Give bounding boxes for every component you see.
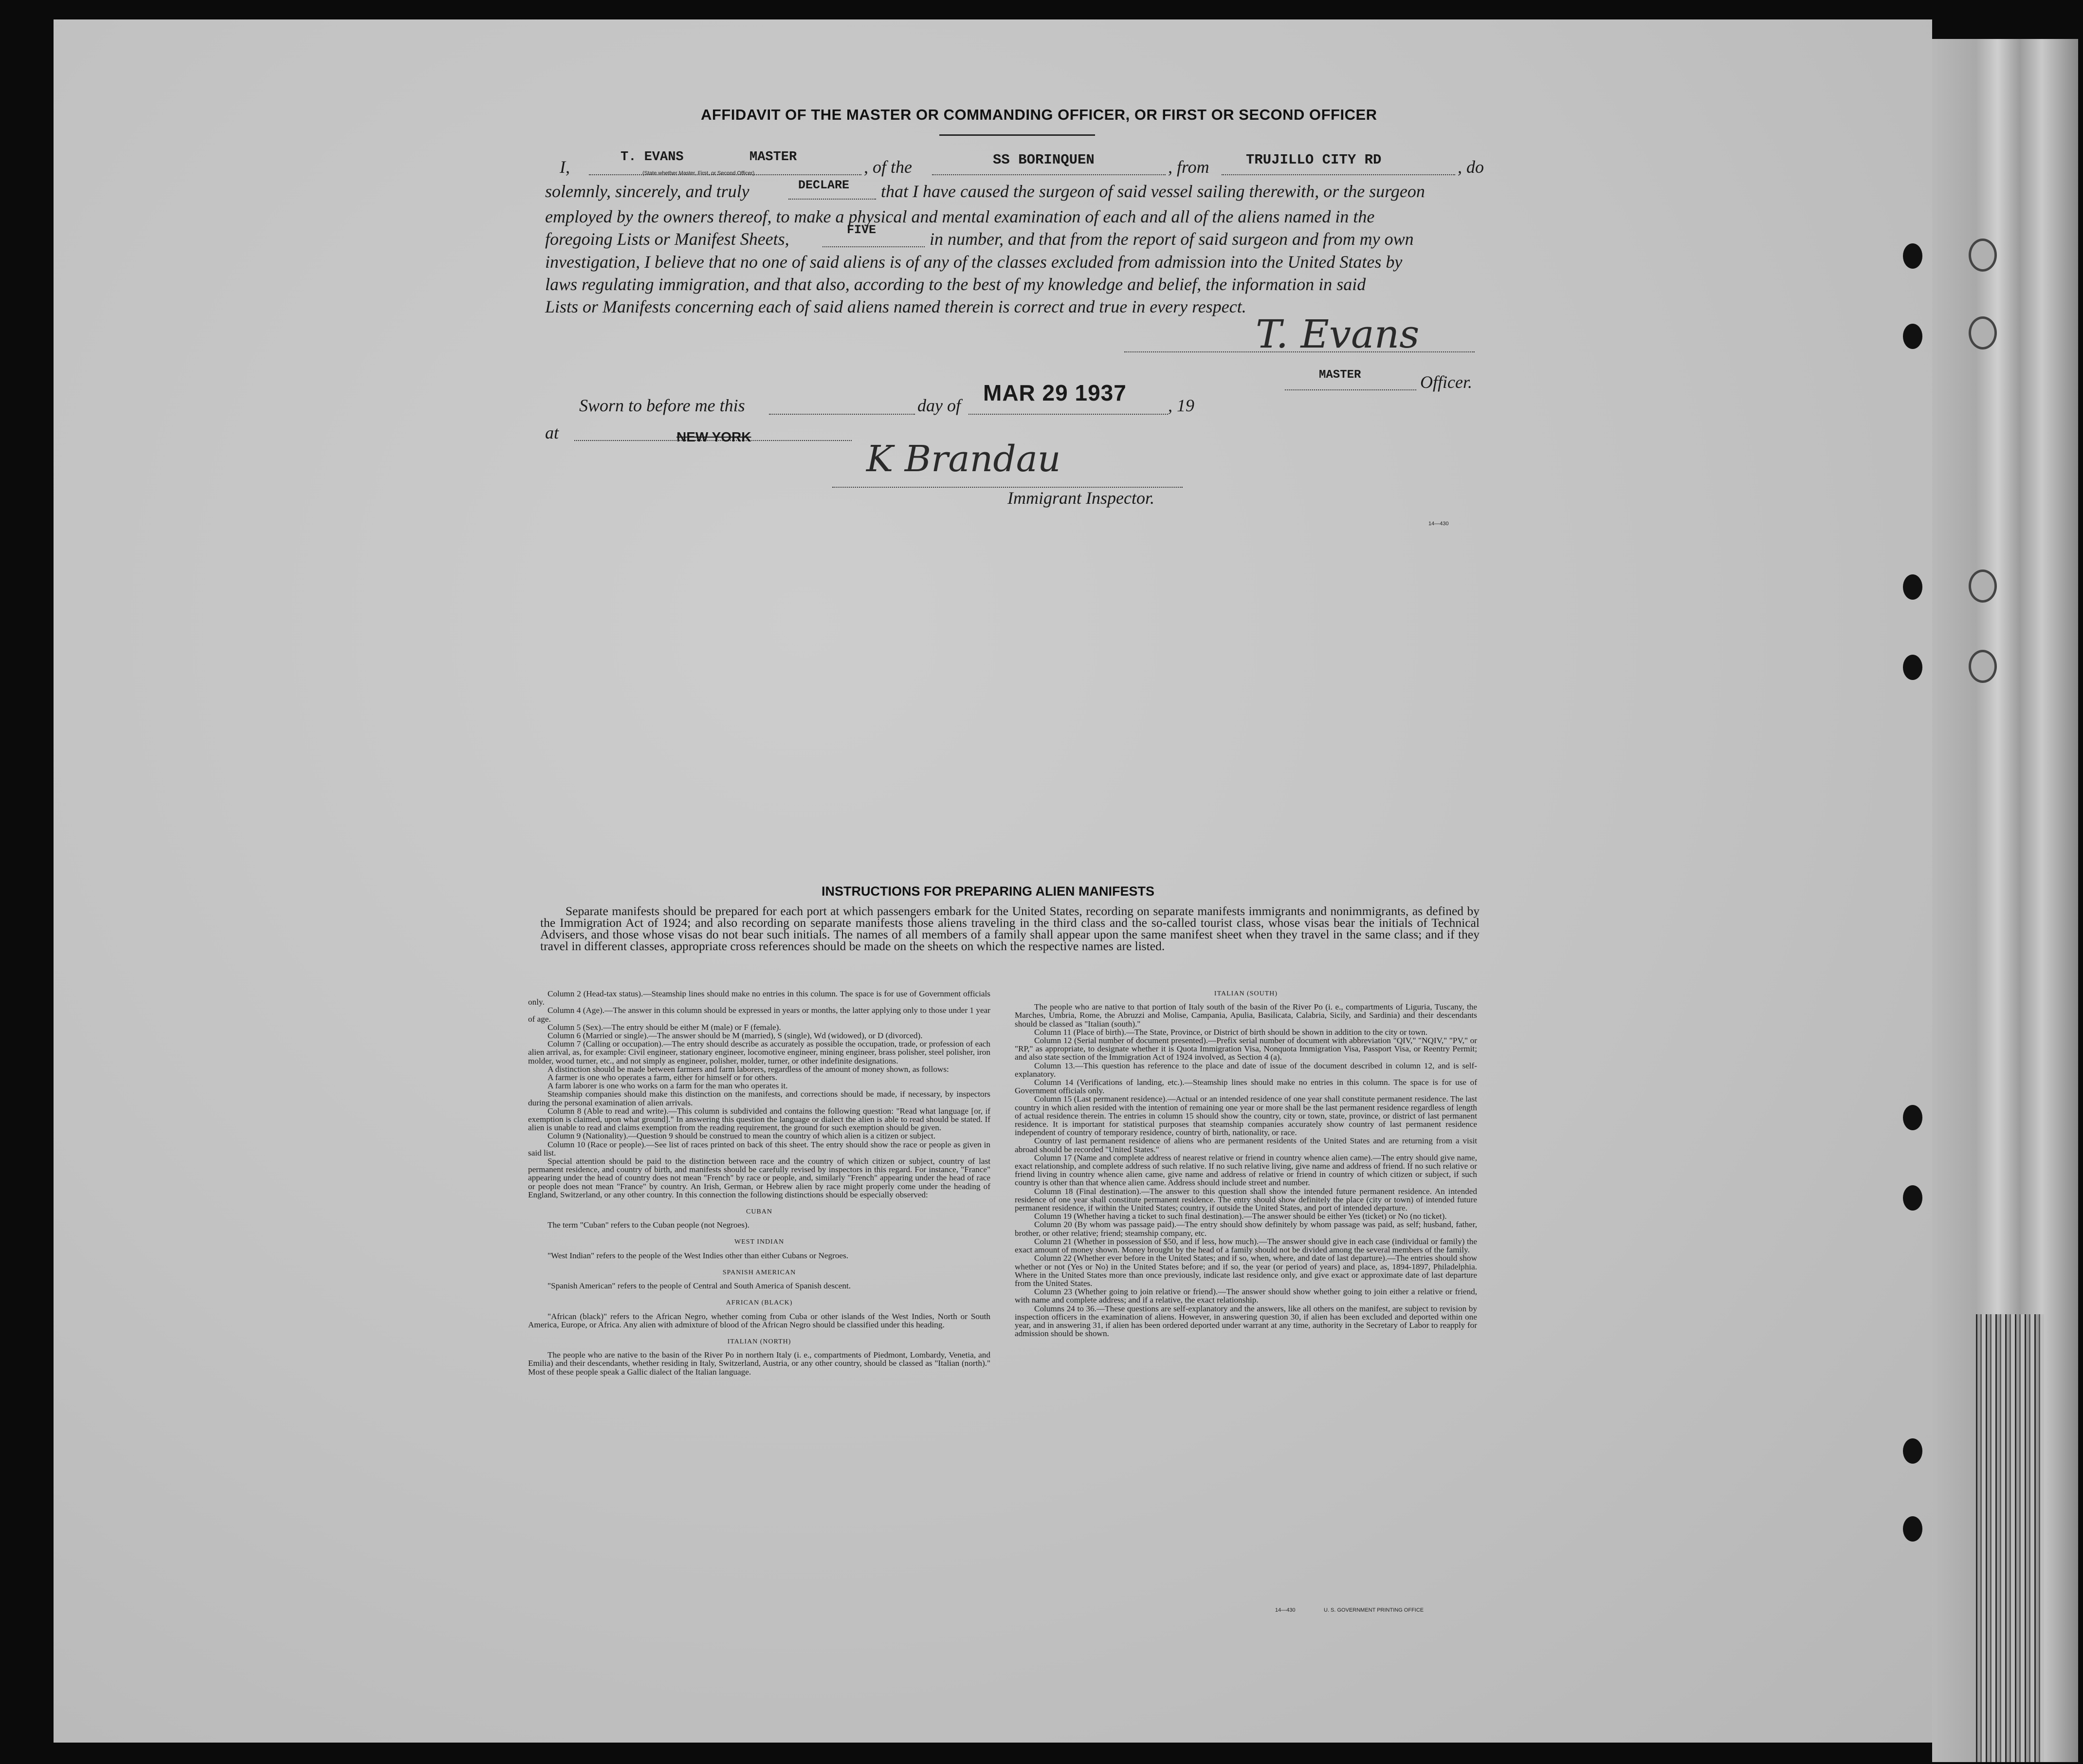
rank-hint: (State whether Master, First, or Second Officer) — [642, 170, 755, 176]
instructions-left-column — [528, 990, 990, 1376]
port-field-line — [1222, 174, 1455, 175]
affidavit-line7: Lists or Manifests concerning each of said aliens named therein is correct and true in every respect. — [545, 297, 1246, 316]
from-label: , from — [1168, 157, 1209, 177]
officer-name: T. EVANS — [621, 150, 684, 165]
instruction-paragraph: Column 7 (Calling or occupation).—The entry should describe as accurately as possible the occupation, trade, or profession of each alien arrival, as, for example: Civil engineer, stationary engineer, locomotive engineer, mining engineer, brass polisher, steel polisher, iron molder, wood turner, etc., and not simply as engineer, polisher, molder, turner, or other indefinite designations. — [528, 1039, 990, 1066]
binder-ring — [1969, 650, 1997, 683]
declare-word: DECLARE — [798, 178, 850, 192]
section-heading-italian-south: ITALIAN (SOUTH) — [1214, 990, 1278, 997]
date-field-line — [968, 414, 1168, 415]
instruction-paragraph: Column 5 (Sex).—The entry should be either M (male) or F (female). — [548, 1022, 781, 1032]
instruction-paragraph: Column 22 (Whether ever before in the United States; and if so, when, where, and date of last departure).—The entries should show whether or not (Yes or No) in the United States before; and if so, the year (or period of years) and place, as, 1894-1897, Philadelphia. Where in the United States more than once previously, indicate last residence only, and give exact or approximate date of last departure from the United States. — [1015, 1253, 1477, 1288]
sheets-field-line — [822, 246, 925, 247]
of-the-label: , of the — [864, 157, 912, 177]
declare-field-line — [788, 199, 876, 200]
instructions-intro: Separate manifests should be prepared for each port at which passengers embark for the United States, recording on separate manifests immigrants and nonimmigrants, as defined by the Immigration Act of 1924; and also recording on separate manifests those aliens traveling in the third class and the so-called tourist class, whose visas bear the initials of Technical Advisers, and those whose visas do not bear such initials. The names of all members of a family shall appear upon the same manifest sheet when they travel in the same class; and if they travel in different classes, appropriate cross references should be made on the sheets on which the respective names are listed. — [540, 904, 1480, 953]
signer-rank: MASTER — [1319, 368, 1361, 382]
affidavit-line6: laws regulating immigration, and that also, according to the best of my knowledge and belief, the information in said — [545, 275, 1366, 294]
instruction-paragraph: Column 18 (Final destination).—The answer to this question shall show the intended future permanent residence. An intended residence of one year shall constitute permanent residence. The entry should show definitely the place (city or town) of intended future permanent residence, if within the United States; country, if outside the United States, and port of intended departure. — [1015, 1186, 1477, 1213]
instruction-paragraph: Column 21 (Whether in possession of $50, and if less, how much).—The answer should give in each case (individual or family) the exact amount of money shown. Money brought by the head of a family should not be divided among the several members of the family. — [1015, 1236, 1477, 1255]
instruction-paragraph: The people who are native to that portion of Italy south of the basin of the River Po (i. e., compartments of Liguria, Tuscany, the Marches, Umbria, Rome, the Abruzzi and Molise, Campania, Apulia, Basilicata, Calabria, Sicily, and Sardinia) and their descendants should be classed as "Italian (south)." — [1015, 1002, 1477, 1029]
instruction-paragraph: Column 13.—This question has reference to the place and date of issue of the document described in column 12, and is self-explanatory. — [1015, 1061, 1477, 1079]
stacked-pages — [1976, 1314, 2044, 1762]
master-signature: T. Evans — [1256, 312, 1420, 357]
binder-hole — [1903, 574, 1922, 600]
instruction-paragraph: Column 4 (Age).—The answer in this column should be expressed in years or months, the latter applying only to those under 1 year of age. — [528, 1006, 990, 1024]
binder-ring — [1969, 239, 1997, 272]
instruction-paragraph: Column 2 (Head-tax status).—Steamship lines should make no entries in this column. The space is for use of Government officials only. — [528, 989, 990, 1007]
officer-rank: MASTER — [749, 150, 797, 165]
section-heading-spanish-american: SPANISH AMERICAN — [722, 1268, 796, 1276]
affidavit-line3: employed by the owners thereof, to make a physical and mental examination of each and all of the aliens named in the — [545, 207, 1375, 226]
instruction-paragraph: Columns 24 to 36.—These questions are self-explanatory and the answers, like all others on the manifest, are subject to revision by inspection officers in the examination of aliens. However, in answering question 30, if alien has been excluded and deported within one year, and in answering 31, if alien has been ordered deported under warrant at any time, authority in the Secretary of Labor to reapply for admission should be shown. — [1015, 1304, 1477, 1339]
instruction-paragraph: "Spanish American" refers to the people of Central and South America of Spanish descent. — [548, 1281, 851, 1291]
title-rule — [939, 134, 1095, 136]
instruction-paragraph: Column 10 (Race or people).—See list of races printed on back of this sheet. The entry should show the race or people as given in said list. — [528, 1139, 990, 1158]
instruction-paragraph: Column 17 (Name and complete address of nearest relative or friend in country whence alien came).—The entry should give name, exact relationship, and complete address of such relative. If no such relative living, give name and address of friend. If no such relative or friend living in country whence alien came, give name and address of relative or friend in country of which citizen or subject, if such country is other than that whence alien came. Address should include street and number. — [1015, 1153, 1477, 1188]
year-prefix: , 19 — [1168, 396, 1194, 415]
affidavit-line4a: foregoing Lists or Manifest Sheets, — [545, 229, 789, 249]
officer-label: Officer. — [1420, 372, 1472, 392]
section-heading-italian-north: ITALIAN (NORTH) — [727, 1338, 791, 1345]
instruction-paragraph: Column 6 (Married or single).—The answer should be M (married), S (single), Wd (widowed), or D (divorced). — [548, 1031, 923, 1041]
instruction-paragraph: Column 20 (By whom was passage paid).—The entry should show definitely by whom passage was paid, as self; husband, father, brother, or other relative; friend; steamship company, etc. — [1015, 1220, 1477, 1238]
binder-hole — [1903, 324, 1922, 349]
port-name: TRUJILLO CITY RD — [1246, 152, 1382, 168]
instruction-paragraph: "West Indian" refers to the people of the West Indies other than either Cubans or Negroes. — [548, 1250, 849, 1260]
affidavit-i: I, — [560, 157, 570, 177]
instruction-paragraph: Country of last permanent residence of aliens who are permanent residents of the United States and are returning from a visit abroad should be recorded "United States." — [1015, 1136, 1477, 1154]
instruction-paragraph: Column 8 (Able to read and write).—This column is subdivided and contains the following question: "Read what language [or, if exemption is claimed, upon what ground]." In answering this question the language or dialect the alien is able to read should be stated. If alien is unable to read and claims exemption from the reading requirement, the ground for such exemption should be given. — [528, 1106, 990, 1133]
day-field-line — [769, 414, 915, 415]
vessel-field-line — [932, 174, 1166, 175]
affidavit-line5: investigation, I believe that no one of said aliens is of any of the classes excluded from admission into the United States by — [545, 252, 1403, 272]
footer-form-code: 14—430 — [1275, 1607, 1296, 1613]
form-code: 14—430 — [1428, 521, 1449, 527]
instruction-paragraph: The people who are native to the basin of the River Po in northern Italy (i. e., compartments of Piedmont, Lombardy, Venetia, and Emilia) and their descendants, whether residing in Italy, Switzerland, Austria, or any other country, should be classed as "Italian (north)." Most of these people speak a Gallic dialect of the Italian language. — [528, 1350, 990, 1377]
binder-hole — [1903, 1438, 1922, 1464]
section-heading-cuban: CUBAN — [746, 1208, 772, 1216]
date-stamp: MAR 29 1937 — [983, 380, 1127, 405]
sworn-label: Sworn to before me this — [579, 396, 745, 415]
rank-signature-line — [1285, 389, 1416, 390]
inspector-label: Immigrant Inspector. — [1007, 488, 1154, 508]
affidavit-title: AFFIDAVIT OF THE MASTER OR COMMANDING OFFICER, OR FIRST OR SECOND OFFICER — [701, 106, 1377, 123]
instruction-paragraph: Special attention should be paid to the distinction between race and the country of which citizen or subject, country of last permanent residence, and country of birth, and manifests should be carefully revised by inspectors in this regard. For instance, "France" appearing under the head of country does not mean "French" by race or people, and, similarly "French" appearing under the head of race or people does not mean "France" by country. An Irish, German, or Hebrew alien by race might properly come under the heading of England, Switzerland, or any other country. In this connection the following distinctions should be especially observed: — [528, 1157, 990, 1199]
binder-hole — [1903, 1185, 1922, 1211]
affidavit-line2a: solemnly, sincerely, and truly — [545, 182, 749, 201]
affidavit-line4b: in number, and that from the report of said surgeon and from my own — [930, 229, 1414, 249]
binder-ring — [1969, 316, 1997, 349]
section-heading-african: AFRICAN (BLACK) — [726, 1299, 793, 1307]
instruction-paragraph: Column 23 (Whether going to join relative or friend).—The answer should show whether going to join either a relative or friend, with name and complete address; and if a relative, the exact relationship. — [1015, 1287, 1477, 1305]
instruction-paragraph: Steamship companies should make this distinction on the manifests, and corrections should be made, if necessary, by inspectors during the personal examination of alien arrivals. — [528, 1089, 990, 1107]
do-label: , do — [1458, 157, 1484, 177]
instruction-paragraph: Column 19 (Whether having a ticket to such final destination).—The answer should be either Yes (ticket) or No (no ticket). — [1034, 1212, 1447, 1221]
binder-hole — [1903, 655, 1922, 680]
binder-ring — [1969, 570, 1997, 603]
instructions-right-column — [1015, 990, 1477, 1338]
instruction-paragraph: Column 14 (Verifications of landing, etc.).—Steamship lines should make no entries in this column. The space is for use of Government officials only. — [1015, 1078, 1477, 1096]
at-label: at — [545, 423, 559, 442]
section-heading-west-indian: WEST INDIAN — [734, 1238, 785, 1246]
instruction-paragraph: "African (black)" refers to the African Negro, whether coming from Cuba or other islands of the West Indies, North or South America, Europe, or Africa. Any alien with admixture of blood of the African Negro should be classified under this heading. — [528, 1311, 990, 1329]
affidavit-line2b: that I have caused the surgeon of said vessel sailing therewith, or the surgeon — [881, 182, 1425, 201]
instruction-paragraph: Column 9 (Nationality).—Question 9 should be construed to mean the country of which alien is a citizen or subject. — [548, 1131, 936, 1141]
instruction-paragraph: Column 15 (Last permanent residence).—Actual or an intended residence of one year shall constitute permanent residence. The last country in which alien resided with the intention of remaining one year or more shall be the last permanent residence regardless of length of actual residence therein. The entries in column 15 should show the country, city or town, state, province, or district of last permanent residence. It is important for statistical purposes that steamship companies accurately show country of last permanent residence independent of country of temporary residence, country of birth, nationality, or race. — [1015, 1094, 1477, 1138]
vessel-name: SS BORINQUEN — [993, 152, 1095, 168]
instruction-paragraph: A farm laborer is one who works on a farm for the man who operates it. — [548, 1081, 788, 1091]
day-of-label: day of — [917, 396, 961, 415]
instruction-paragraph: A distinction should be made between farmers and farm laborers, regardless of the amount of money shown, as follows: — [548, 1064, 949, 1074]
binder-hole — [1903, 1105, 1922, 1130]
footer-printing-office: U. S. GOVERNMENT PRINTING OFFICE — [1324, 1607, 1424, 1613]
inspector-signature: K Brandau — [866, 438, 1061, 480]
instruction-paragraph: The term "Cuban" refers to the Cuban people (not Negroes). — [548, 1220, 749, 1230]
instructions-title: INSTRUCTIONS FOR PREPARING ALIEN MANIFESTS — [822, 884, 1155, 899]
binder-hole — [1903, 243, 1922, 269]
instruction-paragraph: A farmer is one who operates a farm, either for himself or for others. — [548, 1073, 778, 1083]
place-name: NEW YORK — [676, 429, 751, 444]
sheets-count: FIVE — [847, 223, 877, 237]
binder-hole — [1903, 1516, 1922, 1542]
instruction-paragraph: Column 12 (Serial number of document presented).—Prefix serial number of document with abbreviation "QIV," "NQIV," "PV," or "RP," as appropriate, to designate whether it is Quota Immigration Visa, Nonquota Immigration Visa, Passport Visa, or Reentry Permit; and also state section of the Immigration Act of 1924 involved, as Section 4 (a). — [1015, 1036, 1477, 1062]
instruction-paragraph: Column 11 (Place of birth).—The State, Province, or District of birth should be shown in addition to the city or town. — [1034, 1027, 1428, 1037]
